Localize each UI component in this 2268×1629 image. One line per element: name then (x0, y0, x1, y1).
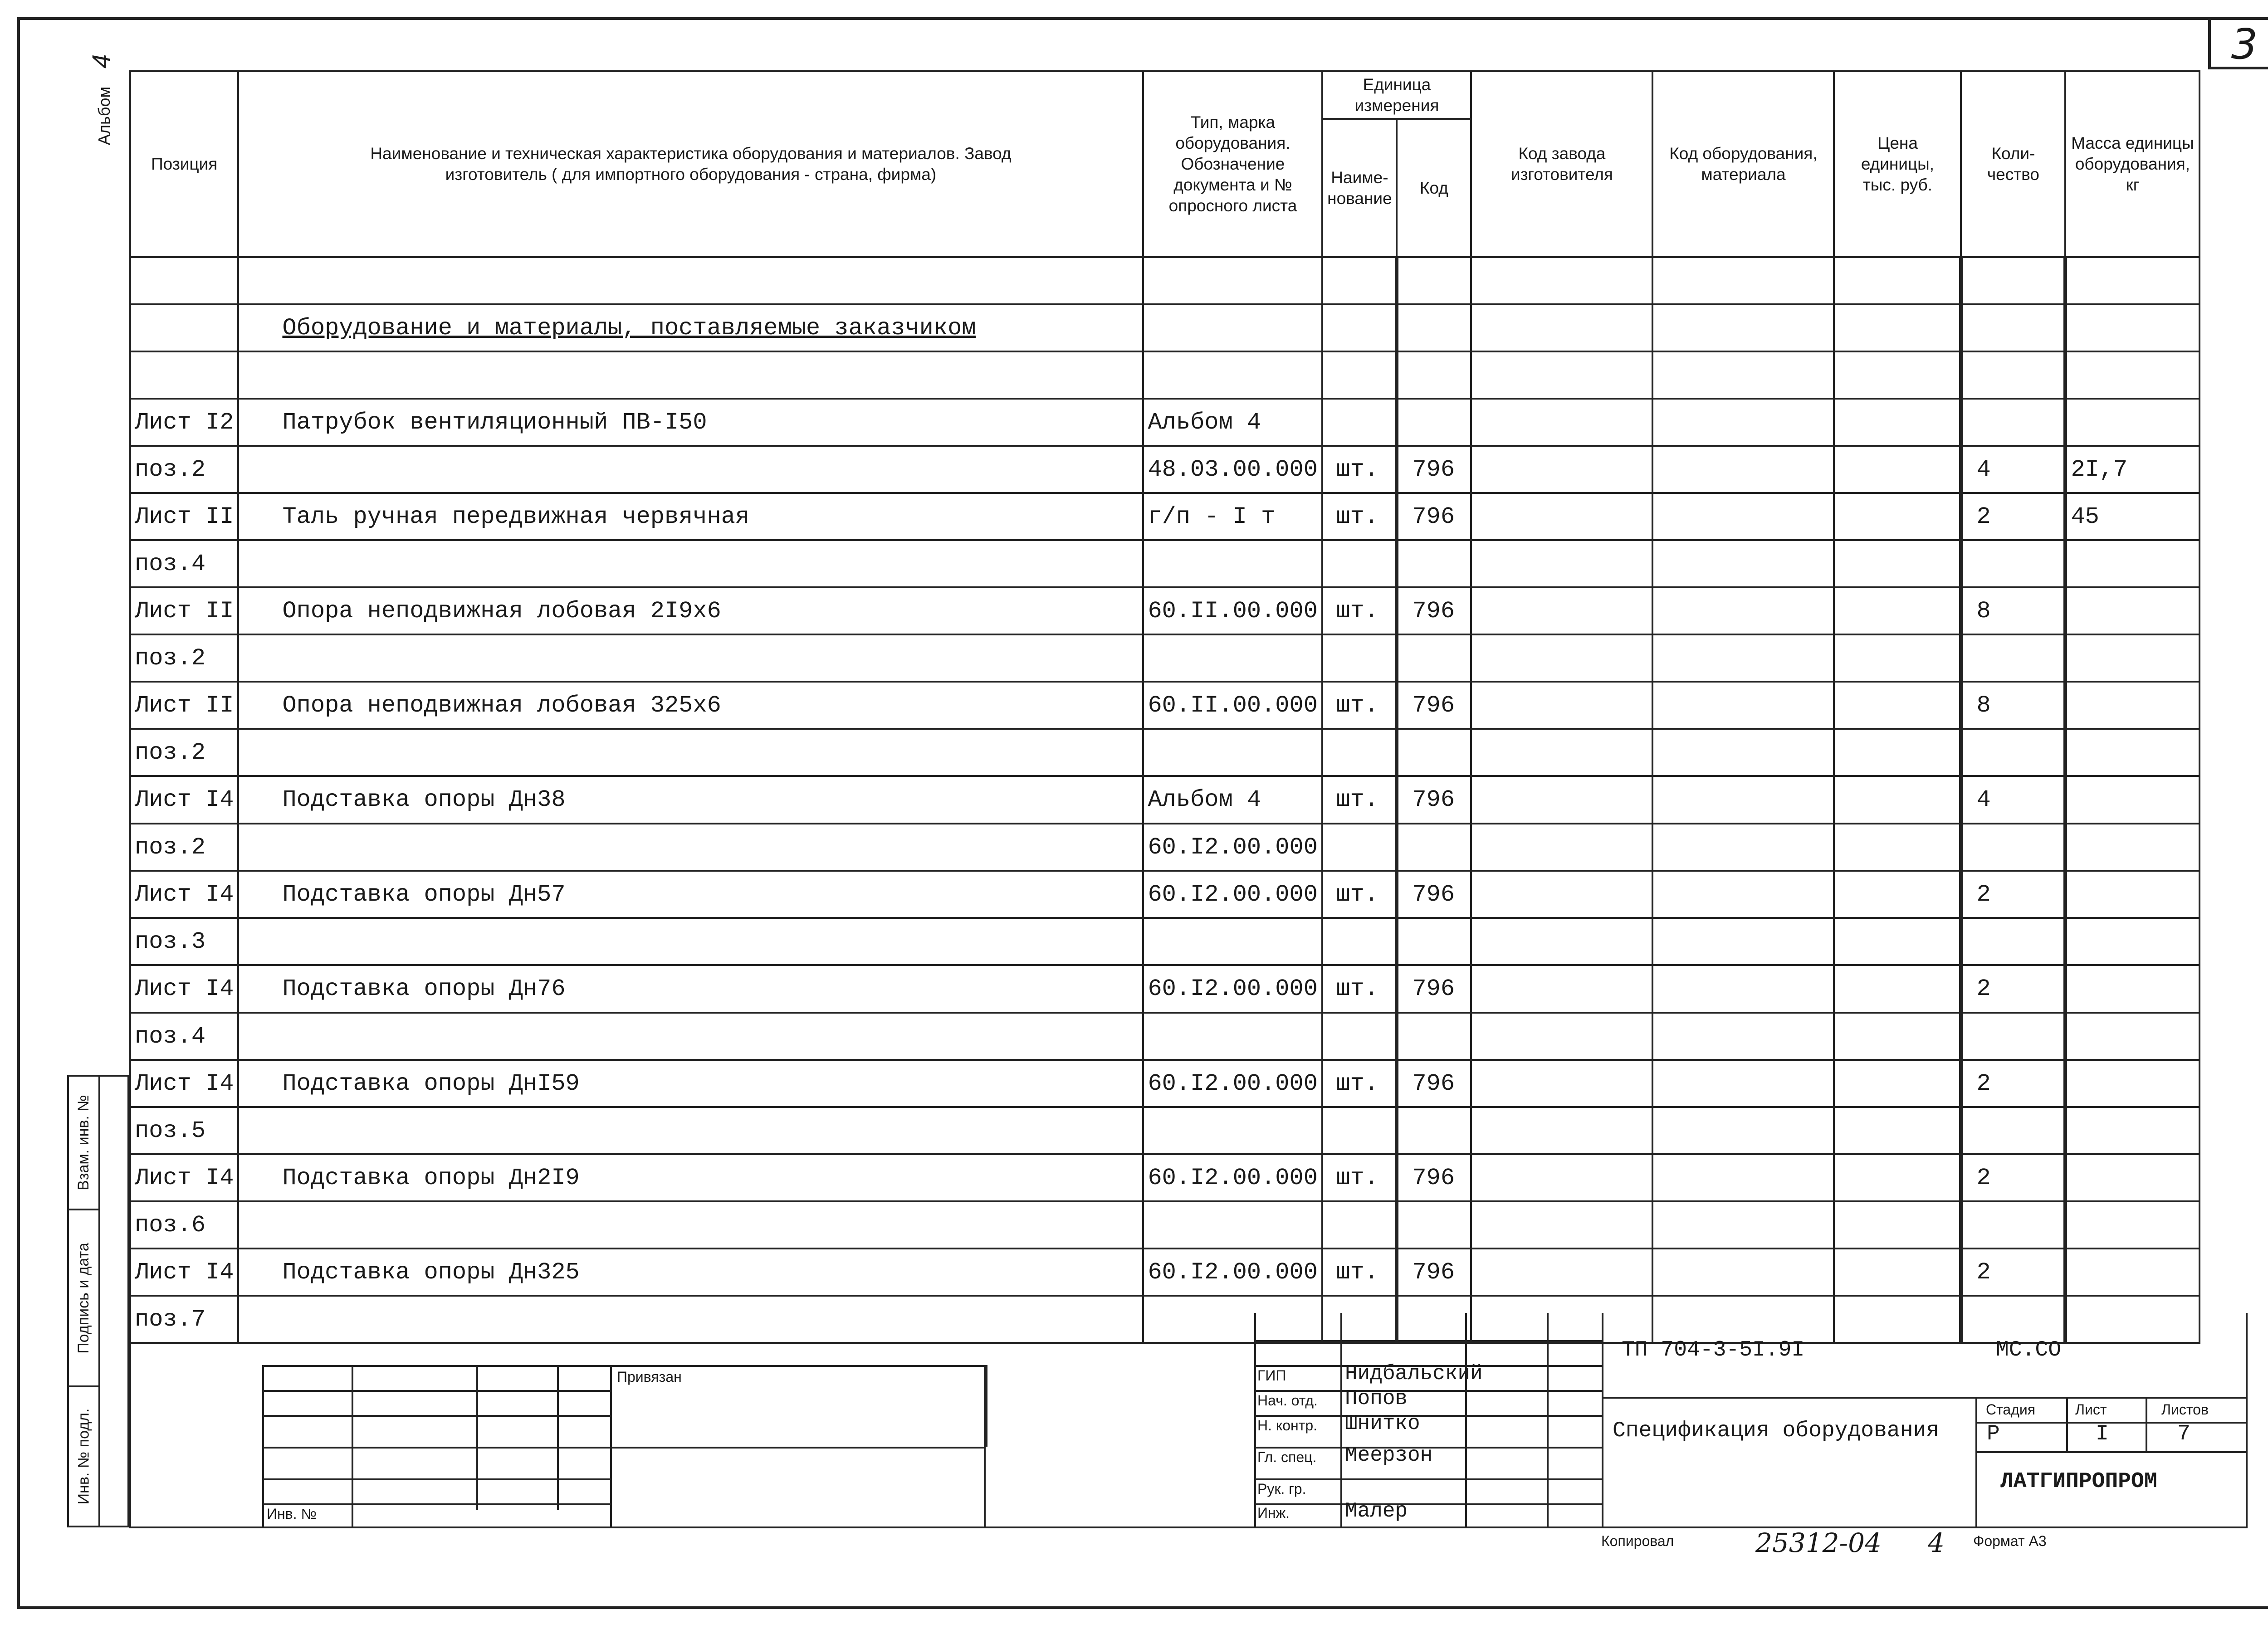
row-mass (2065, 871, 2200, 918)
row-unit-code (1397, 824, 1471, 871)
sheet-label: Лист (2075, 1401, 2107, 1418)
organization: ЛАТГИПРОПРОМ (2000, 1469, 2157, 1494)
row-unit-code (1397, 540, 1471, 587)
row-unit-code: 796 (1397, 446, 1471, 493)
row-plant-code (1471, 1013, 1652, 1060)
row-quantity (1961, 729, 2065, 776)
row-mass (2065, 965, 2200, 1013)
row-position: Лист I4 (130, 871, 238, 918)
row-mass (2065, 587, 2200, 634)
album-label: Альбом (95, 86, 113, 145)
row-unit-name: шт. (1322, 587, 1397, 634)
format-label: Формат А3 (1973, 1533, 2047, 1549)
row-type: 48.03.00.000 (1143, 446, 1322, 493)
side-cell-signature: Подпись и дата (69, 1210, 98, 1387)
copy-number: 25312-04 (1755, 1527, 1882, 1558)
header-plant-code: Код завода изготовителя (1471, 71, 1652, 257)
row-quantity: 8 (1961, 682, 2065, 729)
row-quantity: 2 (1961, 1060, 2065, 1107)
row-quantity (1961, 824, 2065, 871)
row-price (1834, 965, 1961, 1013)
sheets-label: Листов (2161, 1401, 2209, 1418)
row-position: Лист I4 (130, 1154, 238, 1201)
row-plant-code (1471, 1107, 1652, 1154)
row-unit-code (1397, 1201, 1471, 1249)
table-row (130, 824, 2200, 871)
row-type (1143, 729, 1322, 776)
table-row (130, 493, 2200, 540)
row-equipment-code (1652, 729, 1834, 776)
row-name: Патрубок вентиляционный ПВ-I50 (238, 399, 1143, 446)
row-unit-name: шт. (1322, 776, 1397, 824)
row-plant-code (1471, 446, 1652, 493)
row-type (1143, 634, 1322, 682)
row-equipment-code (1652, 1201, 1834, 1249)
row-name: Подставка опоры Дн2I9 (238, 1154, 1143, 1201)
row-quantity: 2 (1961, 493, 2065, 540)
row-mass (2065, 1249, 2200, 1296)
row-equipment-code (1652, 399, 1834, 446)
signature-role: ГИП (1257, 1367, 1286, 1384)
row-position: поз.3 (130, 918, 238, 965)
row-name: Подставка опоры Дн57 (238, 871, 1143, 918)
attached-label: Привязан (617, 1369, 682, 1385)
row-mass (2065, 540, 2200, 587)
row-plant-code (1471, 965, 1652, 1013)
row-mass (2065, 682, 2200, 729)
row-unit-code: 796 (1397, 1060, 1471, 1107)
row-unit-name: шт. (1322, 871, 1397, 918)
row-type (1143, 1107, 1322, 1154)
row-quantity: 2 (1961, 871, 2065, 918)
row-price (1834, 682, 1961, 729)
signature-role: Н. контр. (1257, 1417, 1318, 1434)
row-position: Лист I2 (130, 399, 238, 446)
row-unit-name (1322, 1013, 1397, 1060)
row-mass (2065, 1060, 2200, 1107)
row-price (1834, 729, 1961, 776)
header-unit-name: Наиме-нование (1322, 119, 1397, 257)
row-unit-name: шт. (1322, 682, 1397, 729)
row-name: Подставка опоры Дн38 (238, 776, 1143, 824)
table-row (130, 540, 2200, 587)
table-row (130, 776, 2200, 824)
row-unit-code: 796 (1397, 1154, 1471, 1201)
row-position: Лист I4 (130, 1249, 238, 1296)
row-unit-name (1322, 1201, 1397, 1249)
row-plant-code (1471, 540, 1652, 587)
row-position: поз.6 (130, 1201, 238, 1249)
row-name: Подставка опоры Дн76 (238, 965, 1143, 1013)
project-code: ТП 704-3-5I.9I (1622, 1338, 1805, 1362)
row-price (1834, 1249, 1961, 1296)
row-price (1834, 1201, 1961, 1249)
row-unit-name (1322, 729, 1397, 776)
row-mass (2065, 776, 2200, 824)
signature-role: Рук. гр. (1257, 1481, 1306, 1497)
signature-role: Нач. отд. (1257, 1392, 1318, 1409)
table-row (130, 1013, 2200, 1060)
copy-album: 4 (1928, 1527, 1945, 1558)
row-price (1834, 918, 1961, 965)
row-plant-code (1471, 1249, 1652, 1296)
row-price (1834, 399, 1961, 446)
row-mass: 45 (2065, 493, 2200, 540)
row-type: Альбом 4 (1143, 399, 1322, 446)
row-type: 60.I2.00.000 (1143, 871, 1322, 918)
row-unit-name: шт. (1322, 965, 1397, 1013)
row-unit-name: шт. (1322, 446, 1397, 493)
row-equipment-code (1652, 965, 1834, 1013)
row-name (238, 634, 1143, 682)
row-unit-code: 796 (1397, 587, 1471, 634)
row-equipment-code (1652, 682, 1834, 729)
row-quantity (1961, 918, 2065, 965)
row-plant-code (1471, 1201, 1652, 1249)
stage-value: Р (1987, 1422, 2000, 1446)
table-row (130, 446, 2200, 493)
table-row (130, 1201, 2200, 1249)
side-stamp (67, 1075, 129, 1527)
row-quantity (1961, 634, 2065, 682)
header-price: Цена единицы, тыс. руб. (1834, 71, 1961, 257)
row-equipment-code (1652, 776, 1834, 824)
row-equipment-code (1652, 493, 1834, 540)
row-name (238, 446, 1143, 493)
row-unit-name (1322, 399, 1397, 446)
signature-person: Попов (1345, 1387, 1408, 1410)
row-unit-code: 796 (1397, 965, 1471, 1013)
row-position: поз.4 (130, 1013, 238, 1060)
row-plant-code (1471, 587, 1652, 634)
row-unit-code (1397, 729, 1471, 776)
row-type: 60.II.00.000 (1143, 587, 1322, 634)
row-equipment-code (1652, 918, 1834, 965)
signature-person: Нидбальский (1345, 1362, 1483, 1385)
row-position: поз.5 (130, 1107, 238, 1154)
row-position: Лист I4 (130, 776, 238, 824)
row-mass (2065, 1107, 2200, 1154)
document-mark: МС.СО (1996, 1338, 2062, 1362)
row-position: поз.2 (130, 634, 238, 682)
row-unit-code (1397, 918, 1471, 965)
row-mass: 2I,7 (2065, 446, 2200, 493)
row-price (1834, 634, 1961, 682)
row-name: Таль ручная передвижная червячная (238, 493, 1143, 540)
row-plant-code (1471, 634, 1652, 682)
row-quantity (1961, 1201, 2065, 1249)
row-plant-code (1471, 682, 1652, 729)
table-row (130, 634, 2200, 682)
row-plant-code (1471, 918, 1652, 965)
row-mass (2065, 729, 2200, 776)
header-name: Наименование и техническая характеристика оборудования и материалов. Завод изготовитель ( для импортного оборудования - страна, фирма) (238, 71, 1143, 257)
row-type: 60.II.00.000 (1143, 682, 1322, 729)
table-row (130, 682, 2200, 729)
side-cell-replacement: Взам. инв. № (69, 1077, 98, 1210)
signature-role: Инж. (1257, 1505, 1290, 1521)
header-unit-group: Единица измерения (1322, 71, 1471, 119)
row-name: Опора неподвижная лобовая 2I9х6 (238, 587, 1143, 634)
row-equipment-code (1652, 540, 1834, 587)
row-plant-code (1471, 871, 1652, 918)
signature-role: Гл. спец. (1257, 1449, 1317, 1465)
row-name: Опора неподвижная лобовая 325х6 (238, 682, 1143, 729)
stage-label: Стадия (1986, 1401, 2036, 1418)
row-position: Лист I4 (130, 965, 238, 1013)
row-equipment-code (1652, 824, 1834, 871)
row-type: 60.I2.00.000 (1143, 965, 1322, 1013)
side-cell-inventory: Инв. № подл. (75, 1408, 93, 1505)
row-position: поз.2 (130, 824, 238, 871)
row-unit-code (1397, 1107, 1471, 1154)
table-row (130, 399, 2200, 446)
header-type: Тип, марка оборудования. Обозначение документа и № опросного листа (1143, 71, 1322, 257)
table-row (130, 871, 2200, 918)
row-price (1834, 871, 1961, 918)
row-equipment-code (1652, 587, 1834, 634)
row-type: 60.I2.00.000 (1143, 1249, 1322, 1296)
sheets-value: 7 (2177, 1422, 2190, 1446)
row-unit-code: 796 (1397, 776, 1471, 824)
row-unit-name (1322, 634, 1397, 682)
row-type: 60.I2.00.000 (1143, 1154, 1322, 1201)
row-mass (2065, 824, 2200, 871)
table-row (130, 965, 2200, 1013)
row-unit-name: шт. (1322, 1249, 1397, 1296)
row-equipment-code (1652, 1060, 1834, 1107)
row-mass (2065, 1201, 2200, 1249)
row-equipment-code (1652, 1107, 1834, 1154)
row-unit-code: 796 (1397, 493, 1471, 540)
row-mass (2065, 1013, 2200, 1060)
album-number: 4 (87, 54, 115, 68)
row-unit-code (1397, 399, 1471, 446)
row-equipment-code (1652, 1013, 1834, 1060)
table-row (130, 1249, 2200, 1296)
row-unit-code (1397, 1013, 1471, 1060)
row-quantity (1961, 399, 2065, 446)
signature-person: Шнитко (1345, 1412, 1420, 1435)
header-quantity: Коли-чество (1961, 71, 2065, 257)
row-unit-code: 796 (1397, 871, 1471, 918)
row-quantity: 4 (1961, 776, 2065, 824)
row-price (1834, 587, 1961, 634)
row-equipment-code (1652, 1249, 1834, 1296)
copied-label: Копировал (1601, 1533, 1674, 1549)
row-plant-code (1471, 824, 1652, 871)
row-unit-code: 796 (1397, 682, 1471, 729)
row-position: поз.2 (130, 446, 238, 493)
signature-person: Меерзон (1345, 1444, 1433, 1467)
row-plant-code (1471, 493, 1652, 540)
row-position: Лист II (130, 587, 238, 634)
table-row (130, 918, 2200, 965)
table-row (130, 1107, 2200, 1154)
row-quantity: 8 (1961, 587, 2065, 634)
row-equipment-code (1652, 1154, 1834, 1201)
row-price (1834, 1013, 1961, 1060)
row-quantity (1961, 1107, 2065, 1154)
row-type (1143, 1201, 1322, 1249)
row-position: поз.4 (130, 540, 238, 587)
row-name (238, 1201, 1143, 1249)
row-quantity: 2 (1961, 1249, 2065, 1296)
header-unit-code: Код (1397, 119, 1471, 257)
row-plant-code (1471, 729, 1652, 776)
row-unit-name (1322, 918, 1397, 965)
sheet-value: I (2096, 1422, 2109, 1446)
row-plant-code (1471, 399, 1652, 446)
row-type: Альбом 4 (1143, 776, 1322, 824)
row-name (238, 1107, 1143, 1154)
row-unit-name (1322, 540, 1397, 587)
row-position: поз.7 (130, 1296, 238, 1343)
row-type: 60.I2.00.000 (1143, 1060, 1322, 1107)
row-unit-name: шт. (1322, 493, 1397, 540)
signature-person: Малер (1345, 1499, 1408, 1523)
row-equipment-code (1652, 871, 1834, 918)
row-price (1834, 540, 1961, 587)
row-quantity: 2 (1961, 1154, 2065, 1201)
row-unit-name: шт. (1322, 1154, 1397, 1201)
row-name (238, 729, 1143, 776)
row-quantity (1961, 540, 2065, 587)
row-mass (2065, 1154, 2200, 1201)
row-price (1834, 824, 1961, 871)
row-price (1834, 446, 1961, 493)
table-row (130, 587, 2200, 634)
row-unit-code (1397, 634, 1471, 682)
header-mass: Масса единицы оборудования, кг (2065, 71, 2200, 257)
row-price (1834, 776, 1961, 824)
row-price (1834, 1154, 1961, 1201)
row-type: 60.I2.00.000 (1143, 824, 1322, 871)
row-type (1143, 918, 1322, 965)
table-row (130, 729, 2200, 776)
row-quantity (1961, 1013, 2065, 1060)
row-name (238, 540, 1143, 587)
row-position: Лист I4 (130, 1060, 238, 1107)
row-mass (2065, 634, 2200, 682)
row-name (238, 918, 1143, 965)
row-unit-code: 796 (1397, 1249, 1471, 1296)
row-position: Лист II (130, 493, 238, 540)
header-position: Позиция (130, 71, 238, 257)
table-row (130, 1060, 2200, 1107)
row-name (238, 1013, 1143, 1060)
row-quantity: 2 (1961, 965, 2065, 1013)
row-unit-name (1322, 1107, 1397, 1154)
row-type (1143, 540, 1322, 587)
row-name (238, 824, 1143, 871)
row-position: Лист II (130, 682, 238, 729)
row-mass (2065, 918, 2200, 965)
row-plant-code (1471, 1154, 1652, 1201)
row-plant-code (1471, 1060, 1652, 1107)
row-unit-name: шт. (1322, 1060, 1397, 1107)
specification-table (129, 70, 2200, 1344)
row-plant-code (1471, 776, 1652, 824)
table-row (130, 1154, 2200, 1201)
row-price (1834, 1060, 1961, 1107)
sheet-number: 3 (2231, 20, 2258, 68)
row-name: Подставка опоры Дн325 (238, 1249, 1143, 1296)
row-price (1834, 1107, 1961, 1154)
inventory-no-label: Инв. № (267, 1506, 317, 1522)
row-mass (2065, 399, 2200, 446)
row-type (1143, 1013, 1322, 1060)
row-type: г/п - I т (1143, 493, 1322, 540)
row-price (1834, 493, 1961, 540)
album-side-label (86, 54, 116, 145)
row-position: поз.2 (130, 729, 238, 776)
row-equipment-code (1652, 634, 1834, 682)
row-quantity: 4 (1961, 446, 2065, 493)
row-equipment-code (1652, 446, 1834, 493)
section-title: Оборудование и материалы, поставляемые заказчиком (238, 304, 1143, 351)
document-title: Спецификация оборудования (1613, 1419, 1940, 1443)
row-name: Подставка опоры ДнI59 (238, 1060, 1143, 1107)
header-equipment-code: Код оборудования, материала (1652, 71, 1834, 257)
row-unit-name (1322, 824, 1397, 871)
